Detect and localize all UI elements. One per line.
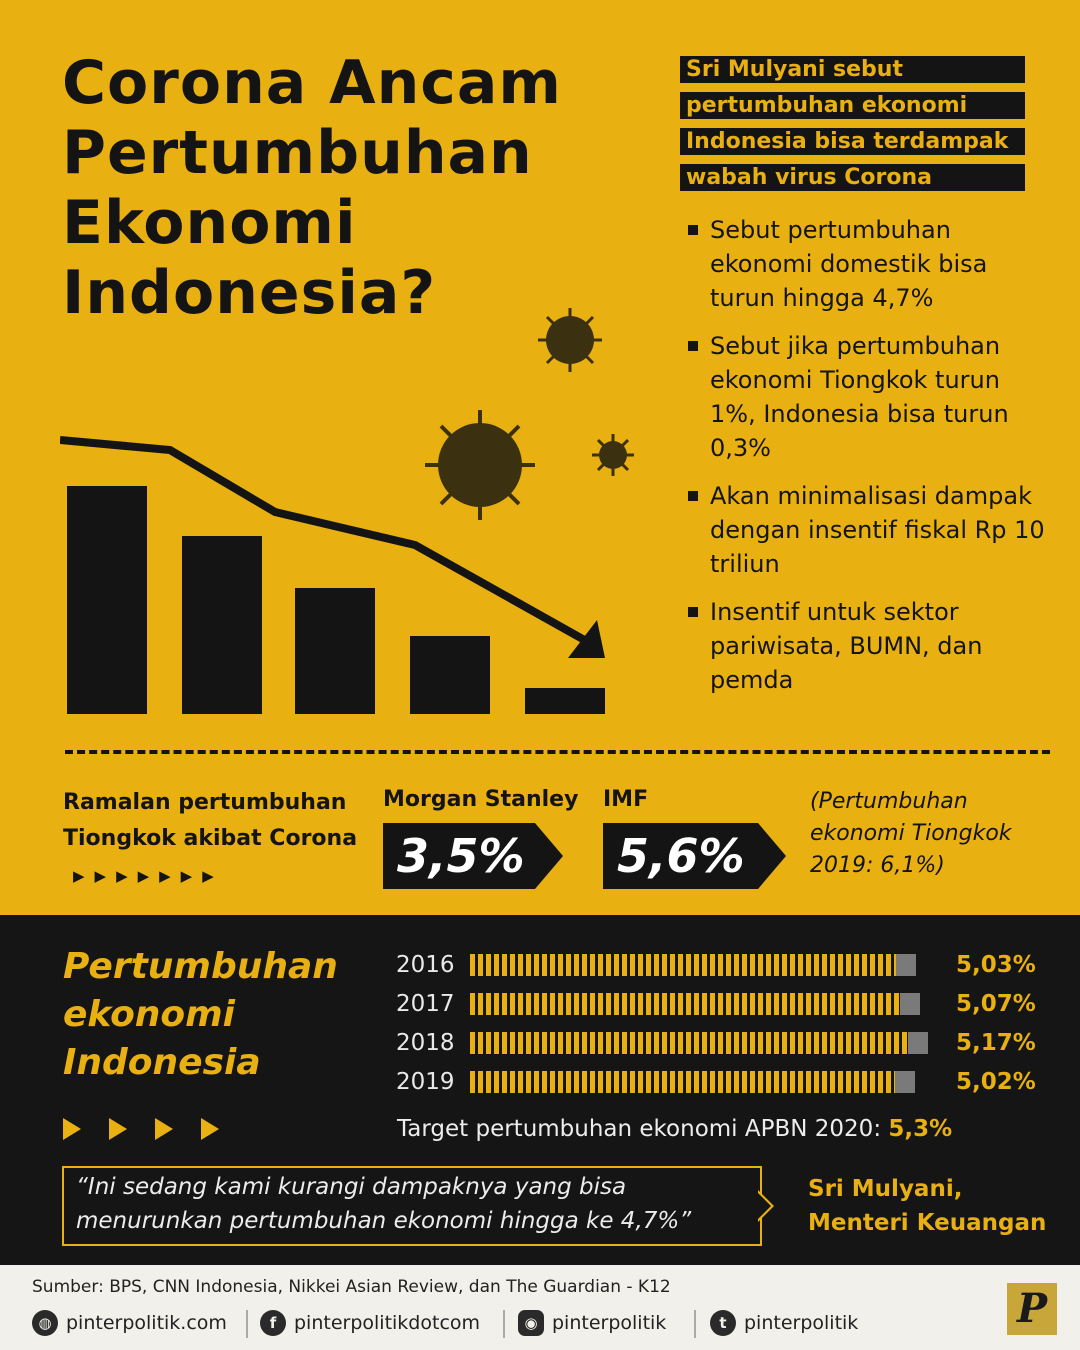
quote-text: “Ini sedang kami kurangi dampaknya yang bisa menurunkan pertumbuhan ekonomi hingga ke 4,7%”: [76, 1174, 692, 1234]
target-value: 5,3%: [888, 1116, 953, 1142]
bullet-square-icon: [688, 225, 698, 235]
growth-row: [396, 1065, 1056, 1099]
growth-bar: [470, 1032, 908, 1054]
forecast-value: 5,6%: [603, 823, 758, 889]
growth-value: 5,17%: [956, 1030, 1036, 1056]
decline-arrow-head-icon: [568, 620, 605, 658]
forecast-arrow-tip: [535, 823, 563, 889]
facebook-icon: f: [260, 1310, 286, 1336]
bullet-text: Sebut pertumbuhan ekonomi domestik bisa turun hingga 4,7%: [710, 216, 988, 312]
growth-year: 2017: [396, 991, 455, 1017]
growth-year: 2019: [396, 1069, 455, 1095]
growth-bar-end: [900, 993, 920, 1015]
growth-bar-end: [908, 1032, 928, 1054]
growth-value: 5,02%: [956, 1069, 1036, 1095]
headline-line: wabah virus Corona: [680, 164, 1025, 191]
bullet-square-icon: [688, 491, 698, 501]
twitter-icon: t: [710, 1310, 736, 1336]
title-line: Pertumbuhan: [62, 118, 533, 188]
growth-year: 2016: [396, 952, 455, 978]
growth-row: [396, 1026, 1056, 1060]
divider: [503, 1310, 505, 1338]
bullet-item: [688, 479, 1048, 581]
title-line: Ekonomi: [62, 188, 357, 258]
forecast-imf: [603, 785, 803, 889]
instagram-icon: ◉: [518, 1310, 544, 1336]
forecast-label-text: Ramalan pertumbuhan Tiongkok akibat Corona: [63, 790, 358, 851]
globe-icon: ◍: [32, 1310, 58, 1336]
bullet-list: [688, 213, 1048, 711]
forecast-note: (Pertumbuhan ekonomi Tiongkok 2019: 6,1%): [810, 789, 1012, 878]
title-line: Corona Ancam: [62, 48, 562, 118]
growth-value: 5,03%: [956, 952, 1036, 978]
bullet-item: [688, 213, 1048, 315]
social-text: pinterpolitik.com: [66, 1312, 227, 1334]
forecast-morgan-stanley: [383, 785, 583, 889]
headline-line: Sri Mulyani sebut: [680, 56, 1025, 83]
quote-pointer-inner: [758, 1193, 771, 1219]
growth-title: Pertumbuhan ekonomi Indonesia: [63, 946, 338, 1083]
decline-bar-4: [410, 636, 490, 714]
growth-row: [396, 948, 1056, 982]
growth-bar-end: [895, 1071, 915, 1093]
social-facebook[interactable]: [260, 1307, 480, 1339]
forecast-arrow-tip: [758, 823, 786, 889]
divider: [694, 1310, 696, 1338]
decline-bar-1: [67, 486, 147, 714]
decline-bar-3: [295, 588, 375, 714]
bullet-square-icon: [688, 607, 698, 617]
target-text: Target pertumbuhan ekonomi APBN 2020:: [397, 1116, 882, 1142]
bullet-square-icon: [688, 341, 698, 351]
forecast-source: IMF: [603, 787, 649, 812]
virus-icon: [538, 308, 602, 372]
bullet-text: Insentif untuk sektor pariwisata, BUMN, dan pemda: [710, 598, 983, 694]
headline-line: Indonesia bisa terdampak: [680, 128, 1025, 155]
forecast-source: Morgan Stanley: [383, 787, 579, 812]
bullet-text: Akan minimalisasi dampak dengan insentif fiskal Rp 10 triliun: [710, 482, 1045, 578]
section-divider: [65, 750, 1050, 754]
social-text: pinterpolitik: [744, 1312, 859, 1334]
forecast-arrows-icon: ▶▶▶▶▶▶▶: [73, 867, 224, 885]
growth-bar: [470, 1071, 895, 1093]
page-title: [62, 48, 662, 328]
growth-bar-end: [896, 954, 916, 976]
growth-year: 2018: [396, 1030, 455, 1056]
social-text: pinterpolitikdotcom: [294, 1312, 481, 1334]
growth-bar: [470, 954, 896, 976]
forecast-value-box: [383, 823, 583, 889]
divider: [246, 1310, 248, 1338]
source-text: Sumber: BPS, CNN Indonesia, Nikkei Asian Review, dan The Guardian - K12: [32, 1277, 671, 1297]
bullet-item: [688, 329, 1048, 465]
quote-speaker: [808, 1172, 1068, 1240]
virus-icon: [588, 430, 638, 480]
decline-bar-2: [182, 536, 262, 714]
growth-bar: [470, 993, 900, 1015]
forecast-label: [63, 785, 383, 894]
headline-line: pertumbuhan ekonomi: [680, 92, 1025, 119]
social-instagram[interactable]: [518, 1307, 666, 1339]
social-twitter[interactable]: [710, 1307, 858, 1339]
speaker-name: Sri Mulyani,: [808, 1176, 963, 1202]
bullet-item: [688, 595, 1048, 697]
target-line: [397, 1112, 952, 1146]
title-line: Indonesia?: [62, 258, 437, 328]
headline-block: [680, 56, 1025, 200]
forecast-value-box: [603, 823, 803, 889]
growth-arrows-icon: [63, 1118, 247, 1144]
growth-value: 5,07%: [956, 991, 1036, 1017]
bullet-text: Sebut jika pertumbuhan ekonomi Tiongkok turun 1%, Indonesia bisa turun 0,3%: [710, 332, 1009, 462]
decline-bar-5: [525, 688, 605, 714]
social-website[interactable]: [32, 1307, 227, 1339]
forecast-value: 3,5%: [383, 823, 535, 889]
virus-icon: [425, 410, 535, 520]
social-text: pinterpolitik: [552, 1312, 667, 1334]
speaker-role: Menteri Keuangan: [808, 1210, 1047, 1236]
brand-logo: P: [1007, 1283, 1057, 1335]
growth-row: [396, 987, 1056, 1021]
declining-chart-illustration: [60, 290, 620, 720]
